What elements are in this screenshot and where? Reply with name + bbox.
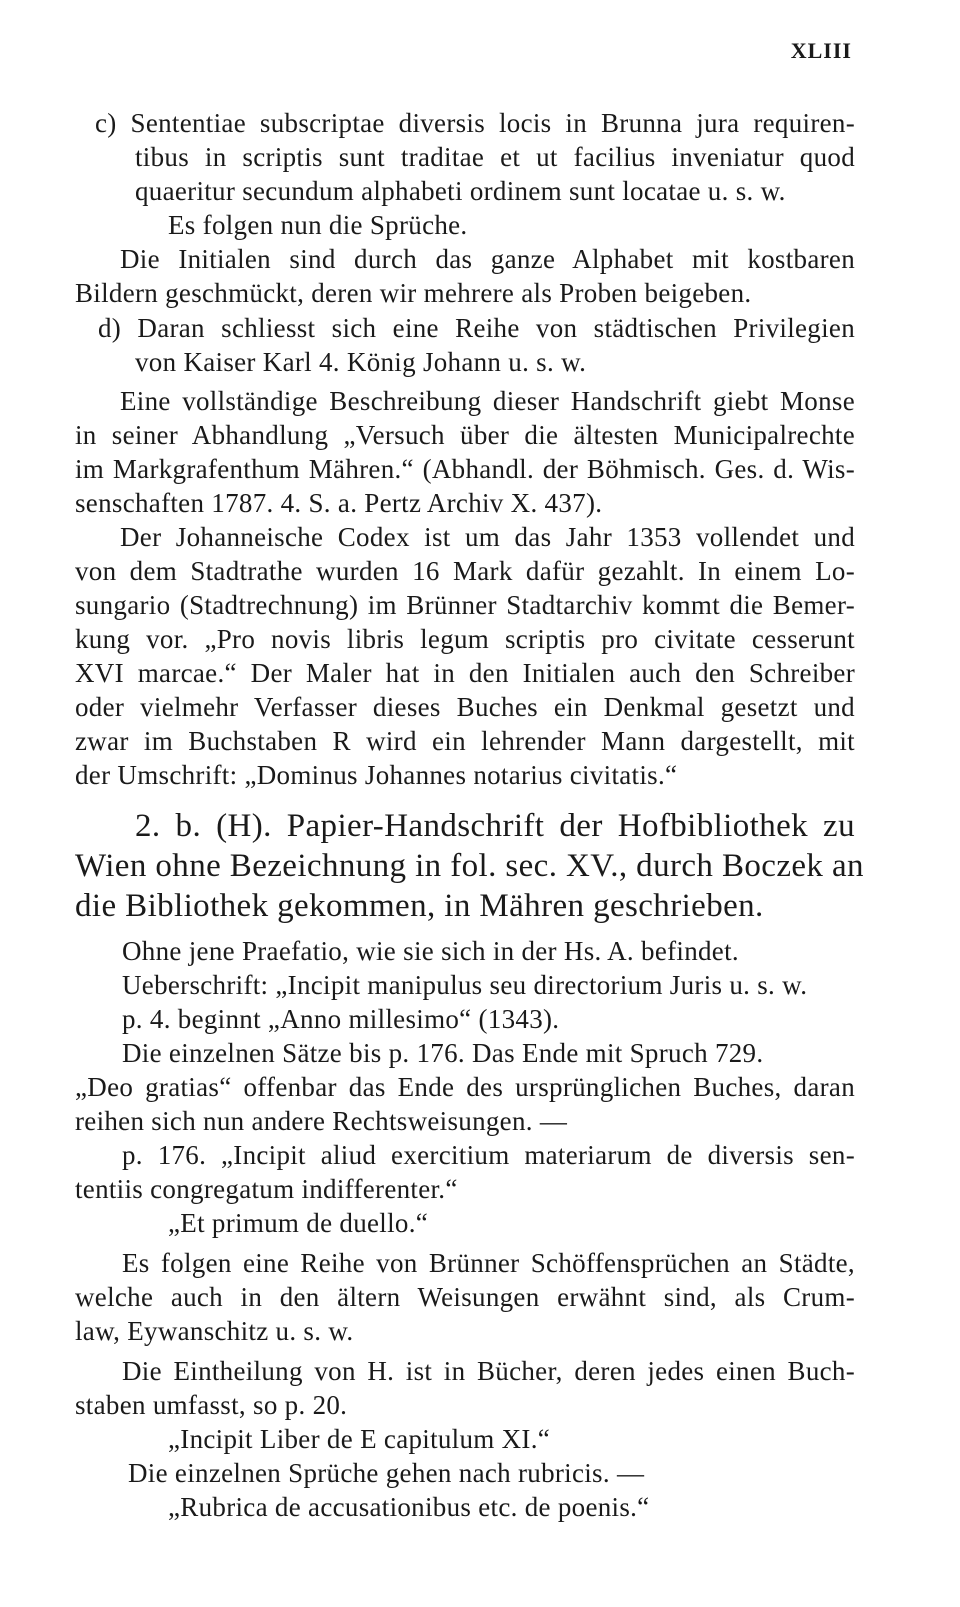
codex-line-3: sungario (Stadtrechnung) im Brünner Stadtarchiv kommt die Bemer- bbox=[75, 590, 855, 620]
eintheilung-line-4: Die einzelnen Sprüche gehen nach rubricis. — bbox=[128, 1458, 645, 1488]
section-d-line-2: von Kaiser Karl 4. König Johann u. s. w. bbox=[135, 347, 587, 377]
section-c-line-4: Es folgen nun die Sprüche. bbox=[168, 210, 468, 240]
h-description-line-1: Ohne jene Praefatio, wie sie sich in der Hs. A. befindet. bbox=[122, 936, 739, 966]
description-line-1: Eine vollständige Beschreibung dieser Handschrift giebt Monse bbox=[120, 386, 855, 416]
codex-line-4: kung vor. „Pro novis libris legum scriptis pro civitate cesserunt bbox=[75, 624, 855, 654]
codex-line-8: der Umschrift: „Dominus Johannes notarius civitatis.“ bbox=[75, 760, 678, 790]
codex-line-7: zwar im Buchstaben R wird ein lehrender Mann dargestellt, mit bbox=[75, 726, 855, 756]
folgen-line-3: law, Eywanschitz u. s. w. bbox=[75, 1316, 354, 1346]
h-description-line-7: p. 176. „Incipit aliud exercitium materiarum de diversis sen- bbox=[122, 1140, 855, 1170]
eintheilung-line-3: „Incipit Liber de E capitulum XI.“ bbox=[168, 1424, 551, 1454]
h-description-line-6: reihen sich nun andere Rechtsweisungen. — bbox=[75, 1106, 568, 1136]
description-line-2: in seiner Abhandlung „Versuch über die ältesten Municipalrechte bbox=[75, 420, 855, 450]
codex-line-2: von dem Stadtrathe wurden 16 Mark dafür gezahlt. In einem Lo- bbox=[75, 556, 855, 586]
initials-note-line-2: Bildern geschmückt, deren wir mehrere als Proben beigeben. bbox=[75, 278, 752, 308]
section-c-line-3: quaeritur secundum alphabeti ordinem sunt locatae u. s. w. bbox=[135, 176, 786, 206]
folgen-line-1: Es folgen eine Reihe von Brünner Schöffensprüchen an Städte, bbox=[122, 1248, 855, 1278]
eintheilung-line-5: „Rubrica de accusationibus etc. de poenis.“ bbox=[168, 1492, 650, 1522]
folgen-line-2: welche auch in den ältern Weisungen erwähnt sind, als Crum- bbox=[75, 1282, 855, 1312]
page-number: XLIII bbox=[790, 38, 852, 63]
h-description-line-4: Die einzelnen Sätze bis p. 176. Das Ende mit Spruch 729. bbox=[122, 1038, 764, 1068]
h-description-line-2: Ueberschrift: „Incipit manipulus seu directorium Juris u. s. w. bbox=[122, 970, 808, 1000]
codex-line-6: oder vielmehr Verfasser dieses Buches ein Denkmal gesetzt und bbox=[75, 692, 855, 722]
description-line-3: im Markgrafenthum Mähren.“ (Abhandl. der Böhmisch. Ges. d. Wis- bbox=[75, 454, 855, 484]
section-c-line-2: tibus in scriptis sunt traditae et ut facilius inveniatur quod bbox=[135, 142, 855, 172]
section-heading-line-1: 2. b. (H). Papier-Handschrift der Hofbibliothek zu bbox=[135, 808, 855, 844]
initials-note-line-1: Die Initialen sind durch das ganze Alphabet mit kostbaren bbox=[120, 244, 855, 274]
h-description-line-8: tentiis congregatum indifferenter.“ bbox=[75, 1174, 458, 1204]
section-heading-line-2: Wien ohne Bezeichnung in fol. sec. XV., durch Boczek an bbox=[75, 848, 864, 884]
section-heading-line-3: die Bibliothek gekommen, in Mähren geschrieben. bbox=[75, 888, 764, 924]
codex-line-1: Der Johanneische Codex ist um das Jahr 1353 vollendet und bbox=[120, 522, 855, 552]
h-description-line-9: „Et primum de duello.“ bbox=[168, 1208, 429, 1238]
h-description-line-5: „Deo gratias“ offenbar das Ende des ursprünglichen Buches, daran bbox=[75, 1072, 855, 1102]
eintheilung-line-2: staben umfasst, so p. 20. bbox=[75, 1390, 348, 1420]
section-d-line-1: d) Daran schliesst sich eine Reihe von städtischen Privilegien bbox=[98, 313, 855, 343]
codex-line-5: XVI marcae.“ Der Maler hat in den Initialen auch den Schreiber bbox=[75, 658, 855, 688]
section-c-line-1: c) Sententiae subscriptae diversis locis in Brunna jura requiren- bbox=[95, 108, 855, 138]
h-description-line-3: p. 4. beginnt „Anno millesimo“ (1343). bbox=[122, 1004, 560, 1034]
description-line-4: senschaften 1787. 4. S. a. Pertz Archiv X. 437). bbox=[75, 488, 603, 518]
eintheilung-line-1: Die Eintheilung von H. ist in Bücher, deren jedes einen Buch- bbox=[122, 1356, 855, 1386]
